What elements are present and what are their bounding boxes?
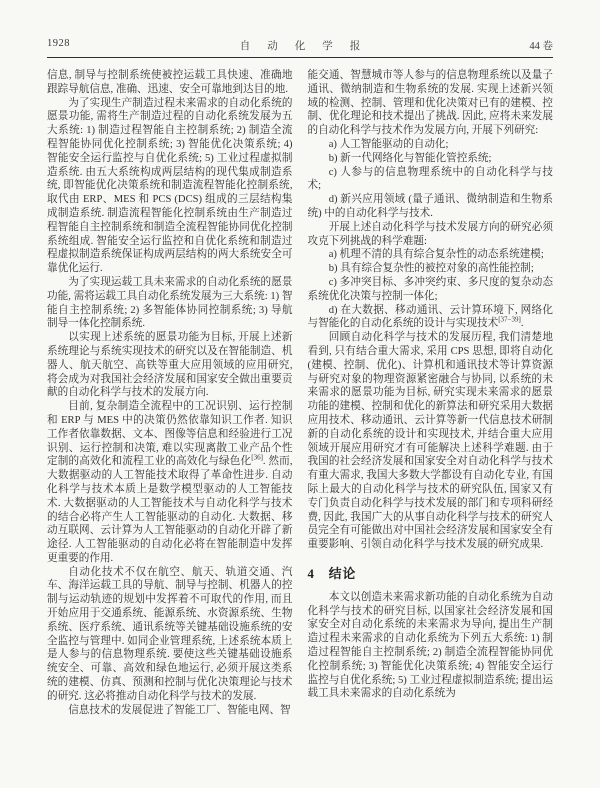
header-rule bbox=[47, 57, 553, 58]
paragraph: a) 人工智能驱动的自动化; bbox=[328, 138, 449, 150]
paragraph: 为了实现生产制造过程未来需求的自动化系统的愿景功能, 需将生产制造过程的自动化系统发展为五大系统: 1) 制造过程智能自主控制系统; 2) 制造全流程智能协同优化控制系统; 3) 智能优化决策系统; 4) 智能安全运行监控与自优化系统; 5) 工业过程虚拟制造系统. 由五大系统构成两层结构的现代集成制造系统, 即智能优化决策系统和制造流程智能化控制系统, 取代由 ERP、MES 和 PCS (DCS) 组成的三层结构集成制造系统. 制造流程智能化控制系统由生产制造过程智能自主控制系统和制造全流程智能协同优化控制系统组成. 智能安全运行监控和自优化系统和制造过程虚拟制造系统保证构成两层结构的两大系统安全可靠优化运行. bbox=[47, 97, 293, 275]
paragraph: c) 多冲突目标、多冲突约束、多尺度的复杂动态系统优化决策与控制一体化; bbox=[307, 276, 553, 302]
citation-ref: [37−39] bbox=[498, 315, 521, 324]
paragraph: 自动化技术不仅在航空、航天、轨道交通、汽车、海洋运载工具的导航、制导与控制、机器人的控制与运动轨迹的规划中发挥着不可取代的作用, 而且开始应用于交通系统、能源系统、水资源系统、生物系统、医疗系统、通讯系统等关键基础设施系统的安全监控与管理中. 如同企业管理系统, 上述系统本质上是人参与的信息物理系统. 要使这些关键基础设施系统安全、可靠、高效和绿色地运行, 必须开展这类系统的建模、仿真、预测和控制与优化决策理论与技术的研究. 这必将推动自动化科学与技术的发展. bbox=[47, 566, 293, 702]
paragraph: 信息, 制导与控制系统使被控运载工具快速、准确地跟踪导航信息, 准确、迅速、安全可靠地到达目的地. bbox=[47, 70, 293, 95]
paragraph: 信息技术的发展促进了智能工厂、智能电网、智 bbox=[68, 704, 291, 716]
right-column bbox=[308, 69, 554, 717]
paragraph: 本文以创造未来需求新功能的自动化系统为自动化科学与技术的研究目标, 以国家社会经济发展和国家安全对自动化系统的未来需求为导向, 提出生产制造过程未来需求的自动化系统为下列五大系统: 1) 制造过程智能自主控制系统; 2) 制造全流程智能协同优化控制系统; 3) 智能优化决策系统; 4) 智能安全运行监控与自优化系统; 5) 工业过程虚拟制造系统; 提出运载工具未来需求的自动化系统为 bbox=[307, 591, 553, 700]
left-column bbox=[47, 69, 293, 717]
paragraph: d) 新兴应用领域 (量子通讯、微纳制造和生物系统) 中的自动化科学与技术. bbox=[307, 194, 553, 219]
paragraph: 为了实现运载工具未来需求的自动化系统的愿景功能, 需将运载工具自动化系统发展为三大系统: 1) 智能自主控制系统; 2) 多智能体协同控制系统; 3) 导航制导一体化控制系统. bbox=[47, 276, 293, 330]
paragraph: 以实现上述系统的愿景功能为目标, 开展上述新系统理论与系统实现技术的研究以及在智能制造、机器人、航天航空、高铁等重大应用领域的应用研究, 将会成为对我国社会经济发展和国家安全做出重要贡献的自动化科学与技术的发展方向. bbox=[47, 332, 293, 399]
paragraph: 开展上述自动化科学与技术发展方向的研究必须攻克下列挑战的科学难题: bbox=[307, 221, 553, 247]
citation-ref: [36] bbox=[251, 453, 263, 462]
paragraph: b) 新一代网络化与智能化管控系统; bbox=[328, 152, 492, 164]
article-body bbox=[47, 69, 553, 717]
paragraph: b) 具有综合复杂性的被控对象的高性能控制; bbox=[328, 263, 534, 275]
paragraph: d) 在大数据、移动通讯、云计算环境下, 网络化与智能化的自动化系统的设计与实现技术[37−39]. bbox=[307, 304, 553, 330]
journal-title: 自动化学报 bbox=[239, 41, 378, 52]
paragraph: 目前, 复杂制造全流程中的工况识别、运行控制和 ERP 与 MES 中的决策仍然依靠知识工作者. 知识工作者依靠数据、文本、图像等信息和经验进行工况识别、运行控制和决策, 难以实现离散工业产品个性定制的高效化和流程工业的高效化与绿色化[36]. 然而, 大数据驱动的人工智能技术取得了革命性进步. 自动化科学与技术本质上是数学模型驱动的人工智能技术. 大数据驱动的人工智能技术与自动化科学与技术的结合必将产生人工智能驱动的自动化. 大数据、移动互联网、云计算为人工智能驱动的自动化开辟了新途径. 人工智能驱动的自动化必将在智能制造中发挥更重要的作用. bbox=[47, 401, 293, 564]
paragraph: 回顾自动化科学与技术的发展历程, 我们清楚地看到, 只有结合重大需求, 采用 CPS 思想, 即将自动化 (建模、控制、优化)、计算机和通讯技术等计算资源与研究对象的物理资源紧密融合与协同, 以系统的未来需求的愿景功能为目标, 研究实现未来需求的愿景功能的建模、控制和优化的新算法和研究采用大数据应用技术、移动通讯、云计算等新一代信息技术研制新的自动化系统的设计和实现技术, 并结合重大应用领域开展应用研究才有可能解决上述科学难题. 由于我国的社会经济发展和国家安全对自动化科学与技术有重大需求, 我国大多数大学都设有自动化专业, 有国际上最大的自动化科学与技术的研究队伍, 国家又有专门负责自动化科学与技术发展的部门和专项科研经费, 因此, 我国广大的从事自动化科学与技术的研究人员完全有可能做出对中国社会经济发展和国家安全有重要影响、引领自动化科学与技术发展的研究成果. bbox=[307, 332, 553, 551]
section-heading: 4 结论 bbox=[307, 566, 357, 581]
paragraph: a) 机理不清的具有综合复杂性的动态系统建模; bbox=[328, 249, 544, 261]
volume-label: 44 卷 bbox=[529, 41, 553, 52]
paragraph: c) 人参与的信息物理系统中的自动化科学与技术; bbox=[307, 166, 553, 192]
paragraph: 能交通、智慧城市等人参与的信息物理系统以及量子通讯、微纳制造和生物系统的发展. 实现上述新兴领域的检测、控制、管理和优化决策对已有的建模、控制、优化理论和技术提出了挑战. 因此, 应将未来发展的自动化科学与技术作为发展方向, 开展下列研究: bbox=[307, 70, 553, 137]
page-header bbox=[47, 38, 553, 53]
page-number: 1928 bbox=[47, 38, 70, 49]
